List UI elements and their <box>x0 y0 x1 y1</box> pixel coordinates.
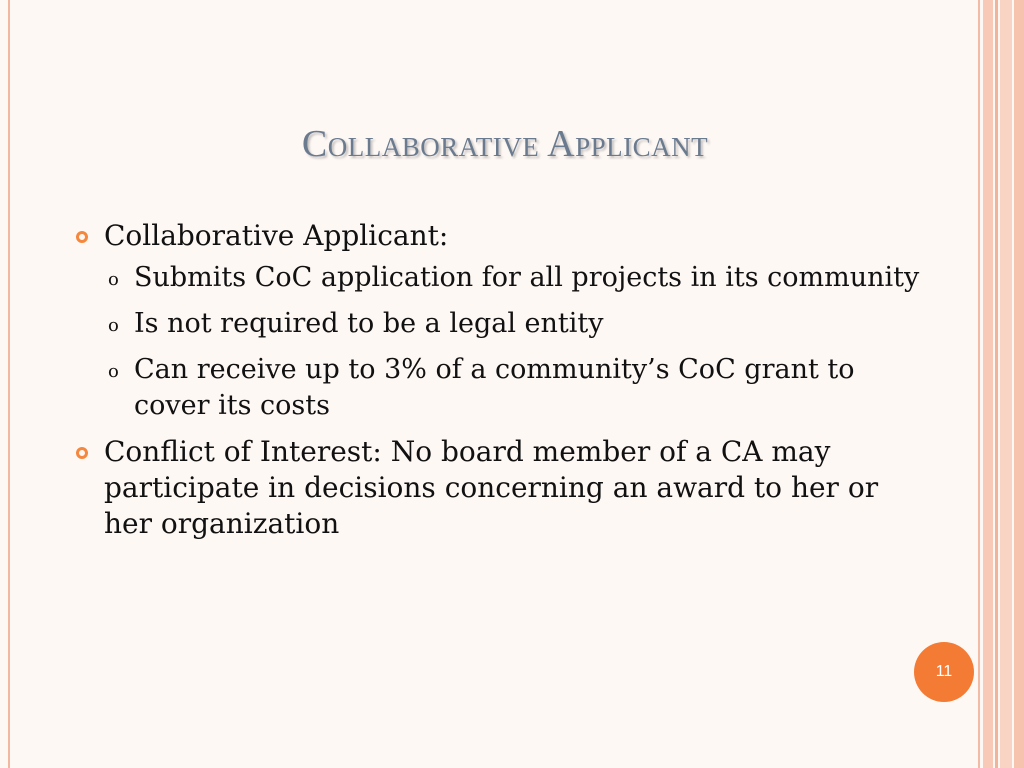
left-frame-line <box>8 0 10 768</box>
sub-bullet-item <box>72 352 932 424</box>
sub-bullet-list <box>72 260 932 424</box>
right-frame-stripe <box>1000 0 1012 768</box>
bullet-item <box>72 434 932 542</box>
right-frame-stripe <box>983 0 993 768</box>
ring-bullet-icon <box>76 231 88 243</box>
slide-body <box>72 218 932 548</box>
bullet-text: Collaborative Applicant: <box>104 219 449 252</box>
circle-outline-bullet-icon: o <box>108 361 119 382</box>
right-frame-stripe <box>978 0 980 768</box>
ring-bullet-icon <box>76 447 88 459</box>
slide-title: Collaborative Applicant <box>301 123 709 165</box>
circle-outline-bullet-icon: o <box>108 269 119 290</box>
circle-outline-bullet-icon: o <box>108 315 119 336</box>
bullet-text: Conflict of Interest: No board member of a CA may participate in decisions concerning an award to her or her organization <box>104 435 879 540</box>
sub-bullet-text: Submits CoC application for all projects in its community <box>134 262 920 293</box>
sub-bullet-text: Is not required to be a legal entity <box>134 308 604 339</box>
sub-bullet-text: Can receive up to 3% of a community’s CoC grant to cover its costs <box>134 354 855 421</box>
right-frame-stripe <box>1014 0 1024 768</box>
bullet-item <box>72 218 932 254</box>
sub-bullet-item <box>72 260 932 296</box>
right-frame-stripe <box>995 0 998 768</box>
sub-bullet-item <box>72 306 932 342</box>
page-number-badge: 11 <box>914 642 974 702</box>
